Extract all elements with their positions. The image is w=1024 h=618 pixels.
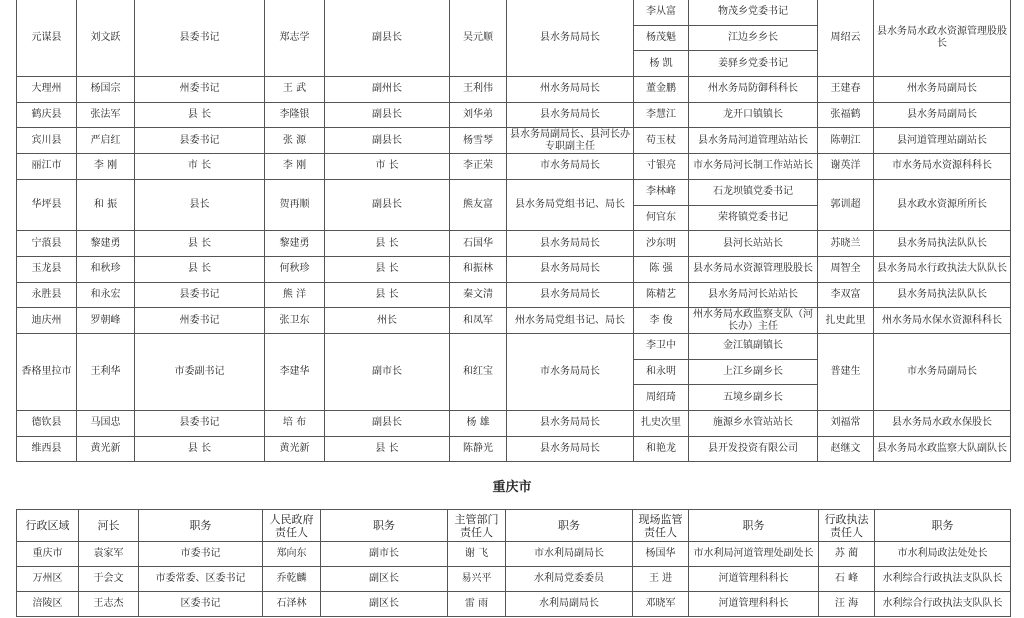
post-cell: 县河长站站长 bbox=[689, 231, 818, 257]
post-cell: 市水务局河长制工作站站长 bbox=[689, 154, 818, 180]
supervisor-cell: 周绍琦 bbox=[634, 385, 689, 411]
post-cell: 县水务局局长 bbox=[507, 436, 634, 462]
table-cell: 市委书记 bbox=[139, 542, 263, 567]
table-cell: 汪 海 bbox=[819, 592, 875, 617]
supervisor-cell: 杨茂魁 bbox=[634, 25, 689, 51]
post-cell: 副县长 bbox=[325, 128, 450, 154]
post-cell: 五境乡副乡长 bbox=[689, 385, 818, 411]
table-row bbox=[17, 77, 1011, 103]
gov-person-cell: 李建华 bbox=[265, 333, 325, 410]
post-cell: 姜驿乡党委书记 bbox=[689, 51, 818, 77]
post-cell: 县水务局河道管理站站长 bbox=[689, 128, 818, 154]
table-cell: 万州区 bbox=[17, 567, 79, 592]
table-row bbox=[17, 567, 1011, 592]
law-person-cell: 扎史此里 bbox=[818, 308, 874, 334]
law-person-cell: 王建春 bbox=[818, 77, 874, 103]
table-cell: 王志杰 bbox=[79, 592, 139, 617]
post-cell: 县 长 bbox=[325, 436, 450, 462]
gov-person-cell: 何秋珍 bbox=[265, 256, 325, 282]
region-cell: 玉龙县 bbox=[17, 256, 77, 282]
law-person-cell: 普建生 bbox=[818, 333, 874, 410]
region-cell: 永胜县 bbox=[17, 282, 77, 308]
post-cell: 县水务局水政监察大队副队长 bbox=[874, 436, 1011, 462]
post-cell: 州水务局副局长 bbox=[874, 77, 1011, 103]
post-cell: 县 长 bbox=[135, 436, 265, 462]
table-cell: 水利综合行政执法支队队长 bbox=[875, 567, 1011, 592]
table-row bbox=[17, 308, 1011, 334]
post-cell: 市水务局水资源科科长 bbox=[874, 154, 1011, 180]
column-header: 主管部门责任人 bbox=[448, 510, 506, 542]
post-cell: 江边乡乡长 bbox=[689, 25, 818, 51]
post-cell: 县委书记 bbox=[135, 128, 265, 154]
post-cell: 县水务局局长 bbox=[507, 256, 634, 282]
supervisor-cell: 李慧江 bbox=[634, 102, 689, 128]
table-row bbox=[17, 256, 1011, 282]
post-cell: 县 长 bbox=[135, 256, 265, 282]
post-cell: 市 长 bbox=[135, 154, 265, 180]
region-cell: 维西县 bbox=[17, 436, 77, 462]
table-cell: 乔乾麟 bbox=[263, 567, 321, 592]
table-cell: 邓晓军 bbox=[633, 592, 689, 617]
column-header: 河长 bbox=[79, 510, 139, 542]
gov-person-cell: 李隆银 bbox=[265, 102, 325, 128]
table-cell: 市水利局河道管理处副处长 bbox=[689, 542, 819, 567]
river-chief-cell: 刘文跃 bbox=[77, 0, 135, 77]
post-cell: 副县长 bbox=[325, 411, 450, 437]
post-cell: 县水务局执法队队长 bbox=[874, 231, 1011, 257]
region-cell: 香格里拉市 bbox=[17, 333, 77, 410]
post-cell: 县水务局水政水保股长 bbox=[874, 411, 1011, 437]
post-cell: 县委书记 bbox=[135, 411, 265, 437]
column-header: 职务 bbox=[506, 510, 633, 542]
region-cell: 大理州 bbox=[17, 77, 77, 103]
post-cell: 县长 bbox=[135, 179, 265, 230]
column-header: 职务 bbox=[875, 510, 1011, 542]
river-chief-cell: 黄光新 bbox=[77, 436, 135, 462]
post-cell: 县水务局副局长 bbox=[874, 102, 1011, 128]
supervisor-cell: 沙东明 bbox=[634, 231, 689, 257]
supervisor-cell: 李林峰 bbox=[634, 179, 689, 205]
dept-person-cell: 和振林 bbox=[450, 256, 507, 282]
dept-person-cell: 陈静光 bbox=[450, 436, 507, 462]
chongqing-responsibility-table bbox=[16, 509, 1011, 617]
post-cell: 县水务局局长 bbox=[507, 282, 634, 308]
gov-person-cell: 熊 洋 bbox=[265, 282, 325, 308]
supervisor-cell: 苟玉杖 bbox=[634, 128, 689, 154]
law-person-cell: 苏晓兰 bbox=[818, 231, 874, 257]
post-cell: 州委书记 bbox=[135, 308, 265, 334]
post-cell: 县水务局水资源管理股股长 bbox=[689, 256, 818, 282]
dept-person-cell: 吴元顺 bbox=[450, 0, 507, 77]
law-person-cell: 周智全 bbox=[818, 256, 874, 282]
column-header: 职务 bbox=[139, 510, 263, 542]
post-cell: 州水务局防御科科长 bbox=[689, 77, 818, 103]
gov-person-cell: 郑志学 bbox=[265, 0, 325, 77]
table-row bbox=[17, 179, 1011, 205]
table-cell: 副区长 bbox=[321, 592, 448, 617]
table-cell: 谢 飞 bbox=[448, 542, 506, 567]
post-cell: 石龙坝镇党委书记 bbox=[689, 179, 818, 205]
gov-person-cell: 培 布 bbox=[265, 411, 325, 437]
gov-person-cell: 张 源 bbox=[265, 128, 325, 154]
region-cell: 德钦县 bbox=[17, 411, 77, 437]
river-chief-cell: 和永宏 bbox=[77, 282, 135, 308]
column-header: 职务 bbox=[321, 510, 448, 542]
post-cell: 县水务局水政水资源管理股股长 bbox=[874, 0, 1011, 77]
region-cell: 丽江市 bbox=[17, 154, 77, 180]
table-cell: 河道管理科科长 bbox=[689, 592, 819, 617]
post-cell: 县水务局水行政执法大队队长 bbox=[874, 256, 1011, 282]
region-cell: 宁蒗县 bbox=[17, 231, 77, 257]
law-person-cell: 谢英洋 bbox=[818, 154, 874, 180]
region-cell: 华坪县 bbox=[17, 179, 77, 230]
table-cell: 水利综合行政执法支队队长 bbox=[875, 592, 1011, 617]
law-person-cell: 张福鹤 bbox=[818, 102, 874, 128]
column-header: 人民政府责任人 bbox=[263, 510, 321, 542]
supervisor-cell: 陈精艺 bbox=[634, 282, 689, 308]
gov-person-cell: 黎建勇 bbox=[265, 231, 325, 257]
table-cell: 水利局党委委员 bbox=[506, 567, 633, 592]
gov-person-cell: 李 刚 bbox=[265, 154, 325, 180]
region-cell: 迪庆州 bbox=[17, 308, 77, 334]
table-cell: 王 进 bbox=[633, 567, 689, 592]
river-chief-cell: 严启红 bbox=[77, 128, 135, 154]
supervisor-cell: 和艳龙 bbox=[634, 436, 689, 462]
table-cell: 水利局副局长 bbox=[506, 592, 633, 617]
dept-person-cell: 刘华弟 bbox=[450, 102, 507, 128]
region-cell: 鹤庆县 bbox=[17, 102, 77, 128]
post-cell: 州委书记 bbox=[135, 77, 265, 103]
table-cell: 石泽林 bbox=[263, 592, 321, 617]
post-cell: 县水务局执法队队长 bbox=[874, 282, 1011, 308]
post-cell: 副市长 bbox=[325, 333, 450, 410]
gov-person-cell: 张卫东 bbox=[265, 308, 325, 334]
dept-person-cell: 熊友富 bbox=[450, 179, 507, 230]
yunnan-responsibility-table bbox=[16, 0, 1011, 462]
table-cell: 易兴平 bbox=[448, 567, 506, 592]
post-cell: 副县长 bbox=[325, 102, 450, 128]
table-cell: 副市长 bbox=[321, 542, 448, 567]
post-cell: 市水务局局长 bbox=[507, 154, 634, 180]
river-chief-cell: 李 刚 bbox=[77, 154, 135, 180]
post-cell: 市委副书记 bbox=[135, 333, 265, 410]
law-person-cell: 陈朝江 bbox=[818, 128, 874, 154]
dept-person-cell: 王利伟 bbox=[450, 77, 507, 103]
region-cell: 元谋县 bbox=[17, 0, 77, 77]
post-cell: 县 长 bbox=[325, 256, 450, 282]
column-header: 现场监管责任人 bbox=[633, 510, 689, 542]
post-cell: 州长 bbox=[325, 308, 450, 334]
supervisor-cell: 杨 凯 bbox=[634, 51, 689, 77]
supervisor-cell: 董金鹏 bbox=[634, 77, 689, 103]
supervisor-cell: 李从富 bbox=[634, 0, 689, 25]
table-cell: 石 峰 bbox=[819, 567, 875, 592]
post-cell: 龙开口镇镇长 bbox=[689, 102, 818, 128]
header-row bbox=[17, 510, 1011, 542]
table-row bbox=[17, 0, 1011, 25]
table-row bbox=[17, 154, 1011, 180]
table-row bbox=[17, 128, 1011, 154]
river-chief-cell: 和 振 bbox=[77, 179, 135, 230]
river-chief-cell: 罗朝峰 bbox=[77, 308, 135, 334]
post-cell: 县开发投资有限公司 bbox=[689, 436, 818, 462]
river-chief-cell: 王利华 bbox=[77, 333, 135, 410]
post-cell: 县 长 bbox=[325, 231, 450, 257]
law-person-cell: 刘福常 bbox=[818, 411, 874, 437]
post-cell: 州水务局水政监察支队（河长办）主任 bbox=[689, 308, 818, 334]
table-cell: 市委常委、区委书记 bbox=[139, 567, 263, 592]
table-row bbox=[17, 231, 1011, 257]
post-cell: 副县长 bbox=[325, 0, 450, 77]
law-person-cell: 赵继文 bbox=[818, 436, 874, 462]
post-cell: 县 长 bbox=[135, 102, 265, 128]
post-cell: 物茂乡党委书记 bbox=[689, 0, 818, 25]
post-cell: 上江乡副乡长 bbox=[689, 359, 818, 385]
table-cell: 涪陵区 bbox=[17, 592, 79, 617]
table-cell: 郑向东 bbox=[263, 542, 321, 567]
post-cell: 施源乡水管站站长 bbox=[689, 411, 818, 437]
post-cell: 市水务局局长 bbox=[507, 333, 634, 410]
table-cell: 重庆市 bbox=[17, 542, 79, 567]
post-cell: 县 长 bbox=[325, 282, 450, 308]
column-header: 职务 bbox=[689, 510, 819, 542]
supervisor-cell: 和永明 bbox=[634, 359, 689, 385]
dept-person-cell: 杨雪琴 bbox=[450, 128, 507, 154]
post-cell: 县水务局局长 bbox=[507, 411, 634, 437]
supervisor-cell: 何官东 bbox=[634, 205, 689, 231]
table-cell: 于会文 bbox=[79, 567, 139, 592]
post-cell: 州水务局党组书记、局长 bbox=[507, 308, 634, 334]
river-chief-cell: 和秋珍 bbox=[77, 256, 135, 282]
law-person-cell: 李双富 bbox=[818, 282, 874, 308]
supervisor-cell: 李 俊 bbox=[634, 308, 689, 334]
table-row bbox=[17, 282, 1011, 308]
table-cell: 苏 蔺 bbox=[819, 542, 875, 567]
table-cell: 河道管理科科长 bbox=[689, 567, 819, 592]
table-cell: 雷 雨 bbox=[448, 592, 506, 617]
river-chief-cell: 张法军 bbox=[77, 102, 135, 128]
supervisor-cell: 寸银亮 bbox=[634, 154, 689, 180]
post-cell: 县水务局副局长、县河长办专职副主任 bbox=[507, 128, 634, 154]
post-cell: 县水务局河长站站长 bbox=[689, 282, 818, 308]
table-row bbox=[17, 333, 1011, 359]
post-cell: 州水务局水保水资源科科长 bbox=[874, 308, 1011, 334]
region-cell: 宾川县 bbox=[17, 128, 77, 154]
table-cell: 杨国华 bbox=[633, 542, 689, 567]
gov-person-cell: 王 武 bbox=[265, 77, 325, 103]
table-cell: 市水利局副局长 bbox=[506, 542, 633, 567]
supervisor-cell: 扎史次里 bbox=[634, 411, 689, 437]
table-row bbox=[17, 592, 1011, 617]
table-cell: 区委书记 bbox=[139, 592, 263, 617]
dept-person-cell: 李正荣 bbox=[450, 154, 507, 180]
post-cell: 副县长 bbox=[325, 179, 450, 230]
table-row bbox=[17, 102, 1011, 128]
post-cell: 县水务局局长 bbox=[507, 0, 634, 77]
dept-person-cell: 石国华 bbox=[450, 231, 507, 257]
table-cell: 袁家军 bbox=[79, 542, 139, 567]
river-chief-cell: 黎建勇 bbox=[77, 231, 135, 257]
river-chief-cell: 马国忠 bbox=[77, 411, 135, 437]
column-header: 行政执法责任人 bbox=[819, 510, 875, 542]
law-person-cell: 郭训超 bbox=[818, 179, 874, 230]
post-cell: 市水务局副局长 bbox=[874, 333, 1011, 410]
gov-person-cell: 黄光新 bbox=[265, 436, 325, 462]
law-person-cell: 周绍云 bbox=[818, 0, 874, 77]
dept-person-cell: 秦文清 bbox=[450, 282, 507, 308]
post-cell: 市 长 bbox=[325, 154, 450, 180]
table-row bbox=[17, 411, 1011, 437]
table-cell: 副区长 bbox=[321, 567, 448, 592]
table-row bbox=[17, 542, 1011, 567]
post-cell: 州水务局局长 bbox=[507, 77, 634, 103]
post-cell: 县水务局党组书记、局长 bbox=[507, 179, 634, 230]
table-cell: 市水利局政法处处长 bbox=[875, 542, 1011, 567]
post-cell: 县水务局局长 bbox=[507, 102, 634, 128]
dept-person-cell: 和凤军 bbox=[450, 308, 507, 334]
column-header: 行政区域 bbox=[17, 510, 79, 542]
post-cell: 县水政水资源所所长 bbox=[874, 179, 1011, 230]
post-cell: 县委书记 bbox=[135, 0, 265, 77]
post-cell: 县河道管理站副站长 bbox=[874, 128, 1011, 154]
post-cell: 县委书记 bbox=[135, 282, 265, 308]
post-cell: 金江镇副镇长 bbox=[689, 333, 818, 359]
table-row bbox=[17, 436, 1011, 462]
post-cell: 副州长 bbox=[325, 77, 450, 103]
post-cell: 县水务局局长 bbox=[507, 231, 634, 257]
gov-person-cell: 贺再顺 bbox=[265, 179, 325, 230]
dept-person-cell: 杨 雄 bbox=[450, 411, 507, 437]
supervisor-cell: 李卫中 bbox=[634, 333, 689, 359]
post-cell: 县 长 bbox=[135, 231, 265, 257]
post-cell: 荣将镇党委书记 bbox=[689, 205, 818, 231]
section-title: 重庆市 bbox=[492, 480, 532, 495]
supervisor-cell: 陈 强 bbox=[634, 256, 689, 282]
river-chief-cell: 杨国宗 bbox=[77, 77, 135, 103]
dept-person-cell: 和红宝 bbox=[450, 333, 507, 410]
